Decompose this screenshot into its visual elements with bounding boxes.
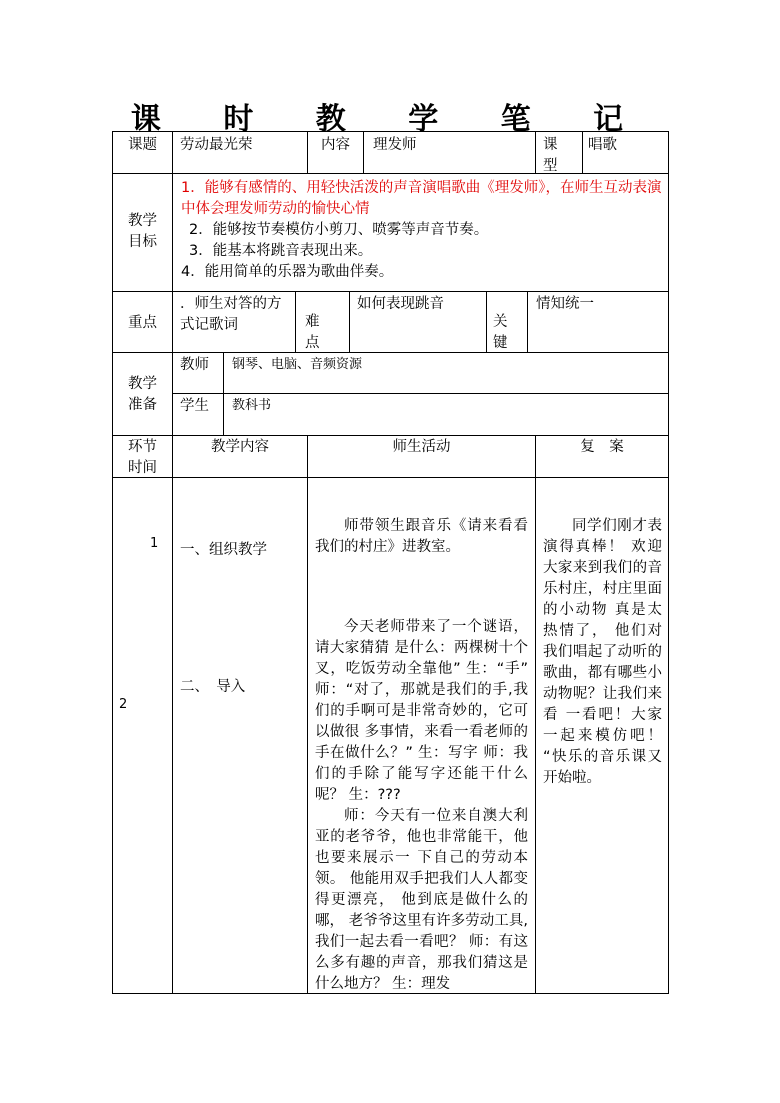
col-content-header (172, 435, 308, 478)
key-value: 情知统一 (536, 296, 594, 312)
key-value-cell (527, 291, 669, 353)
prep-teacher-value: 钢琴、电脑、音频资源 (232, 357, 363, 372)
review-column (535, 477, 669, 994)
content-item: 一、组织教学 (180, 542, 267, 558)
topic-value: 劳动最光荣 (180, 137, 253, 153)
goal-item: 1．能够有感情的、用轻快活泼的声音演唱歌曲《理发师》，在师生互动表演中体会理发师劳动的愉快心情 (181, 180, 662, 217)
prep-student-label: 学生 (180, 398, 209, 414)
review-text: 同学们刚才表演得真棒！ 欢迎大家来到我们的音乐村庄，村庄里面的小动物 真是太热情了， 他们对我们唱起了动听的歌曲，都有哪些小动物呢？让我们来看 一看吧！大家一起来模仿吧！ “快乐的音乐课又开始啦。 (543, 518, 662, 786)
prep-student-label-cell (172, 393, 224, 436)
col-content: 教学内容 (211, 439, 269, 455)
difficulty-label-2: 点 (305, 335, 320, 351)
goals-label-1: 教学 (128, 213, 157, 229)
activity-paragraph: 今天老师带来了一个谜语，请大家猜猜 是什么：两棵树十个叉，吃饭劳动全靠他” 生：“手” 师：“对了，那就是我们的手,我们的手啊可是非常奇妙的，它可以做很 多事情，来看一看老师的手在做什么？” 生：写字 师：我们的手除了能写字还能干什么呢？ 生：??? (315, 619, 528, 803)
col-activity-header (307, 435, 536, 478)
focus-label: 重点 (128, 315, 157, 331)
activity-paragraph: 师：今天有一位来自澳大利亚的老爷爷，他也非常能干，他也要来展示一 下自己的劳动本领。 他能用双手把我们人人都变得更漂亮， 他到底是做什么的哪， 老爷爷这里有许多劳动工具,我们一起去看一看吧？ 师：有这么多有趣的声音，那我们猜这是什么地方？ 生：理发 (315, 808, 528, 992)
difficulty-label-1: 难 (305, 314, 320, 330)
difficulty-value-cell (349, 291, 487, 353)
content-value-cell (363, 131, 536, 174)
prep-teacher-label-cell (172, 352, 224, 394)
topic-value-cell (172, 131, 308, 174)
goal-item: 3．能基本将跳音表现出来。 (189, 243, 373, 259)
prep-student-value: 教科书 (232, 398, 272, 413)
key-label-1: 关 (493, 314, 508, 330)
stage-number: 1 (150, 536, 159, 551)
content-column (172, 477, 308, 994)
key-label-cell (486, 291, 528, 353)
col-activity: 师生活动 (392, 439, 451, 455)
col-stage-2: 时间 (128, 460, 157, 476)
prep-label-cell (112, 352, 173, 436)
prep-teacher-label: 教师 (180, 357, 209, 373)
focus-label-cell (112, 291, 173, 353)
type-value-cell (582, 131, 669, 174)
stage-number: 2 (119, 697, 128, 712)
key-label-2: 键 (493, 335, 508, 351)
type-label-2: 型 (543, 158, 558, 174)
type-value: 唱歌 (588, 137, 617, 153)
goal-item: 4．能用简单的乐器为歌曲伴奏。 (181, 264, 394, 280)
difficulty-label-cell (295, 291, 350, 353)
col-review: 复 案 (580, 439, 624, 455)
type-label-cell (535, 131, 583, 174)
prep-teacher-value-cell (223, 352, 669, 394)
content-label-cell (307, 131, 364, 174)
focus-value: ．师生对答的方式记歌词 (180, 296, 282, 333)
stage-column (112, 477, 173, 994)
col-stage-header (112, 435, 173, 478)
focus-value-cell (172, 291, 296, 353)
goals-label-cell (112, 173, 173, 292)
prep-student-value-cell (223, 393, 669, 436)
type-label-1: 课 (543, 137, 558, 153)
goals-list (172, 173, 669, 292)
topic-label-cell (112, 131, 173, 174)
content-value: 理发师 (373, 137, 417, 153)
activity-paragraph: 师带领生跟音乐《请来看看我们的村庄》进教室。 (315, 518, 528, 555)
col-stage-1: 环节 (128, 439, 157, 455)
content-label: 内容 (321, 137, 350, 153)
topic-label: 课题 (128, 137, 157, 153)
content-item: 二、 导入 (180, 679, 246, 695)
page-title: 课 时 教 学 笔 记 (130, 102, 650, 137)
activity-column (307, 477, 536, 994)
prep-label-1: 教学 (128, 376, 157, 392)
goals-label-2: 目标 (128, 234, 157, 250)
col-review-header (535, 435, 669, 478)
goal-item: 2．能够按节奏模仿小剪刀、喷雾等声音节奏。 (189, 222, 489, 238)
prep-label-2: 准备 (128, 397, 157, 413)
difficulty-value: 如何表现跳音 (357, 296, 444, 312)
